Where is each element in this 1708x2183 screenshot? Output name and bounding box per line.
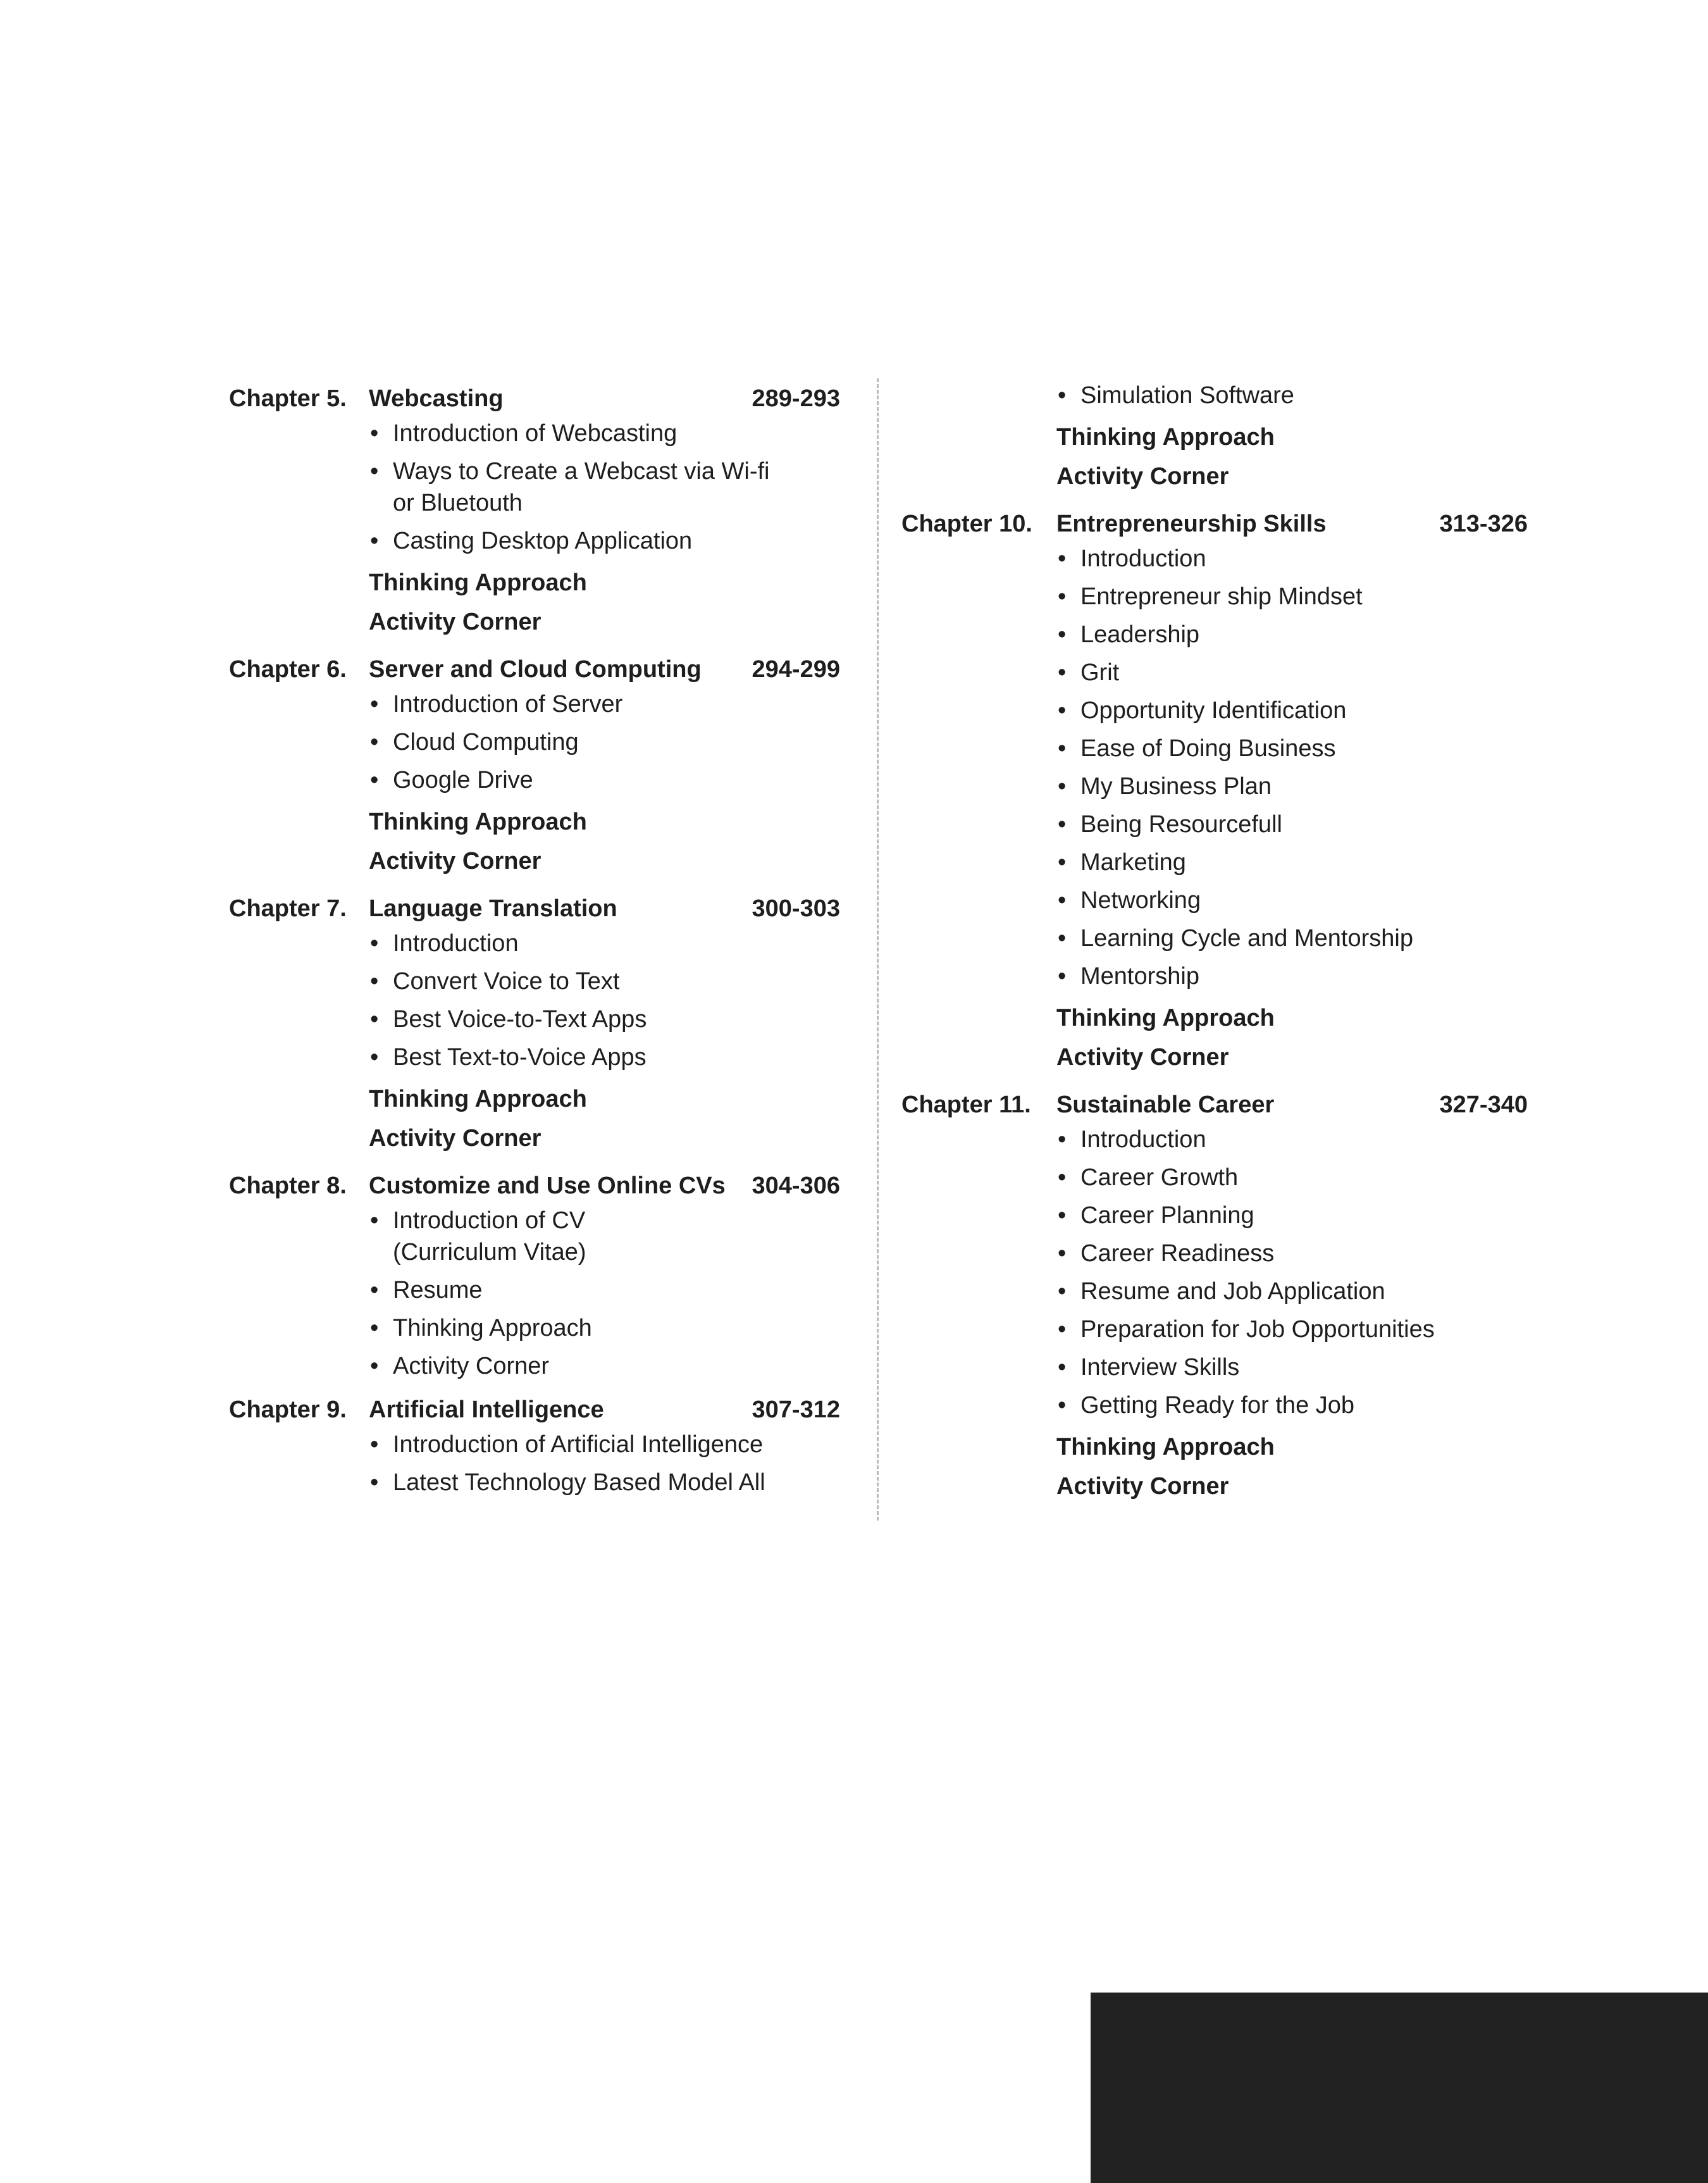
topic-item: • Career Readiness	[1056, 1238, 1534, 1269]
topic-item: • Resume and Job Application	[1056, 1276, 1534, 1307]
chapter-entry	[229, 1167, 840, 1382]
topic-item: • Thinking Approach	[369, 1312, 840, 1344]
chapter-entry	[901, 1086, 1534, 1506]
chapter-title: Language Translation	[369, 895, 617, 922]
chapter-page-range: 304-306	[752, 1172, 840, 1199]
chapter-extra-section: Thinking Approach	[1056, 1434, 1275, 1460]
topic-item: • Ease of Doing Business	[1056, 733, 1534, 764]
chapter-page-range: 300-303	[752, 895, 840, 922]
topic-list	[369, 928, 840, 1073]
topic-item: • Interview Skills	[1056, 1352, 1534, 1383]
topic-item: • Leadership	[1056, 619, 1534, 650]
chapter-page-range: 307-312	[752, 1396, 840, 1423]
topic-item: • Introduction	[1056, 1124, 1534, 1155]
chapter-number: Chapter 6.	[229, 656, 347, 683]
toc-left-column	[229, 380, 840, 1507]
topic-item: • Grit	[1056, 657, 1534, 688]
chapter-title: Sustainable Career	[1056, 1092, 1275, 1118]
topic-list	[1056, 380, 1534, 411]
chapter-title: Artificial Intelligence	[369, 1396, 604, 1423]
topic-list	[369, 688, 840, 796]
topic-item: • Mentorship	[1056, 961, 1534, 992]
topic-item: • Entrepreneur ship Mindset	[1056, 581, 1534, 613]
topic-item: • Opportunity Identification	[1056, 695, 1534, 726]
chapter-extra-section: Activity Corner	[1056, 1044, 1229, 1071]
topic-item: • My Business Plan	[1056, 771, 1534, 802]
column-divider	[877, 378, 879, 1521]
chapter-extra-section: Activity Corner	[369, 848, 541, 874]
chapter-number: Chapter 7.	[229, 895, 347, 922]
chapter-extra-section: Activity Corner	[369, 1125, 541, 1152]
topic-item: • Introduction	[369, 928, 840, 959]
topic-item: • Cloud Computing	[369, 726, 840, 758]
topic-item: • Best Text-to-Voice Apps	[369, 1042, 840, 1073]
topic-item: • Introduction	[1056, 543, 1534, 575]
topic-item: • Ways to Create a Webcast via Wi-fi or Bluetouth	[369, 456, 840, 519]
chapter-entry	[229, 890, 840, 1158]
chapter-page-range: 327-340	[1439, 1092, 1528, 1118]
chapter-page-range: 313-326	[1439, 511, 1528, 537]
topic-item: • Activity Corner	[369, 1350, 840, 1382]
chapter-extra-section: Activity Corner	[1056, 463, 1229, 490]
topic-list	[369, 1205, 840, 1382]
chapter-extra-section: Activity Corner	[369, 609, 541, 635]
chapter-heading	[229, 1391, 840, 1429]
chapter-title: Entrepreneurship Skills	[1056, 511, 1327, 537]
topic-item: • Preparation for Job Opportunities	[1056, 1314, 1534, 1345]
topic-list	[1056, 1124, 1534, 1421]
chapter-number: Chapter 8.	[229, 1172, 347, 1199]
chapter-entry	[901, 505, 1534, 1077]
chapter-heading	[229, 650, 840, 688]
chapter-continuation	[901, 380, 1534, 496]
topic-list	[369, 1429, 840, 1498]
topic-item: • Google Drive	[369, 764, 840, 796]
chapter-page-range: 289-293	[752, 385, 840, 412]
topic-item: • Career Planning	[1056, 1200, 1534, 1231]
toc-right-column	[901, 380, 1534, 1515]
topic-item: • Being Resourcefull	[1056, 809, 1534, 840]
topic-item: • Getting Ready for the Job	[1056, 1390, 1534, 1421]
topic-item: • Networking	[1056, 885, 1534, 916]
chapter-extra-section: Thinking Approach	[369, 569, 587, 596]
chapter-number: Chapter 9.	[229, 1396, 347, 1423]
chapter-extra-section: Thinking Approach	[1056, 424, 1275, 451]
topic-list	[369, 418, 840, 557]
topic-item: • Marketing	[1056, 847, 1534, 878]
chapter-entry	[229, 1391, 840, 1498]
topic-item: • Convert Voice to Text	[369, 966, 840, 997]
topic-list	[1056, 543, 1534, 992]
chapter-number: Chapter 10.	[901, 511, 1032, 537]
chapter-extra-section: Thinking Approach	[369, 809, 587, 835]
topic-item: • Casting Desktop Application	[369, 525, 840, 557]
chapter-number: Chapter 5.	[229, 385, 347, 412]
chapter-page-range: 294-299	[752, 656, 840, 683]
topic-item: • Introduction of Server	[369, 688, 840, 720]
chapter-entry	[229, 650, 840, 881]
topic-item: • Career Growth	[1056, 1162, 1534, 1193]
topic-item: • Simulation Software	[1056, 380, 1534, 411]
topic-item: • Best Voice-to-Text Apps	[369, 1004, 840, 1035]
chapter-heading	[901, 1086, 1534, 1124]
chapter-extra-section: Thinking Approach	[369, 1086, 587, 1112]
chapter-extra-section: Thinking Approach	[1056, 1005, 1275, 1031]
topic-item: • Latest Technology Based Model All	[369, 1467, 840, 1498]
chapter-number: Chapter 11.	[901, 1092, 1031, 1118]
chapter-title: Webcasting	[369, 385, 504, 412]
chapter-extra-section: Activity Corner	[1056, 1473, 1229, 1500]
chapter-entry	[229, 380, 840, 642]
chapter-heading	[229, 890, 840, 928]
corner-dark-block	[1091, 1993, 1708, 2183]
topic-item: • Learning Cycle and Mentorship	[1056, 923, 1534, 954]
topic-item: • Resume	[369, 1274, 840, 1306]
chapter-heading	[901, 505, 1534, 543]
chapter-title: Customize and Use Online CVs	[369, 1172, 726, 1199]
chapter-heading	[229, 1167, 840, 1205]
chapter-title: Server and Cloud Computing	[369, 656, 702, 683]
topic-item: • Introduction of CV (Curriculum Vitae)	[369, 1205, 840, 1268]
topic-item: • Introduction of Webcasting	[369, 418, 840, 449]
chapter-heading	[229, 380, 840, 418]
topic-item: • Introduction of Artificial Intelligence	[369, 1429, 840, 1460]
